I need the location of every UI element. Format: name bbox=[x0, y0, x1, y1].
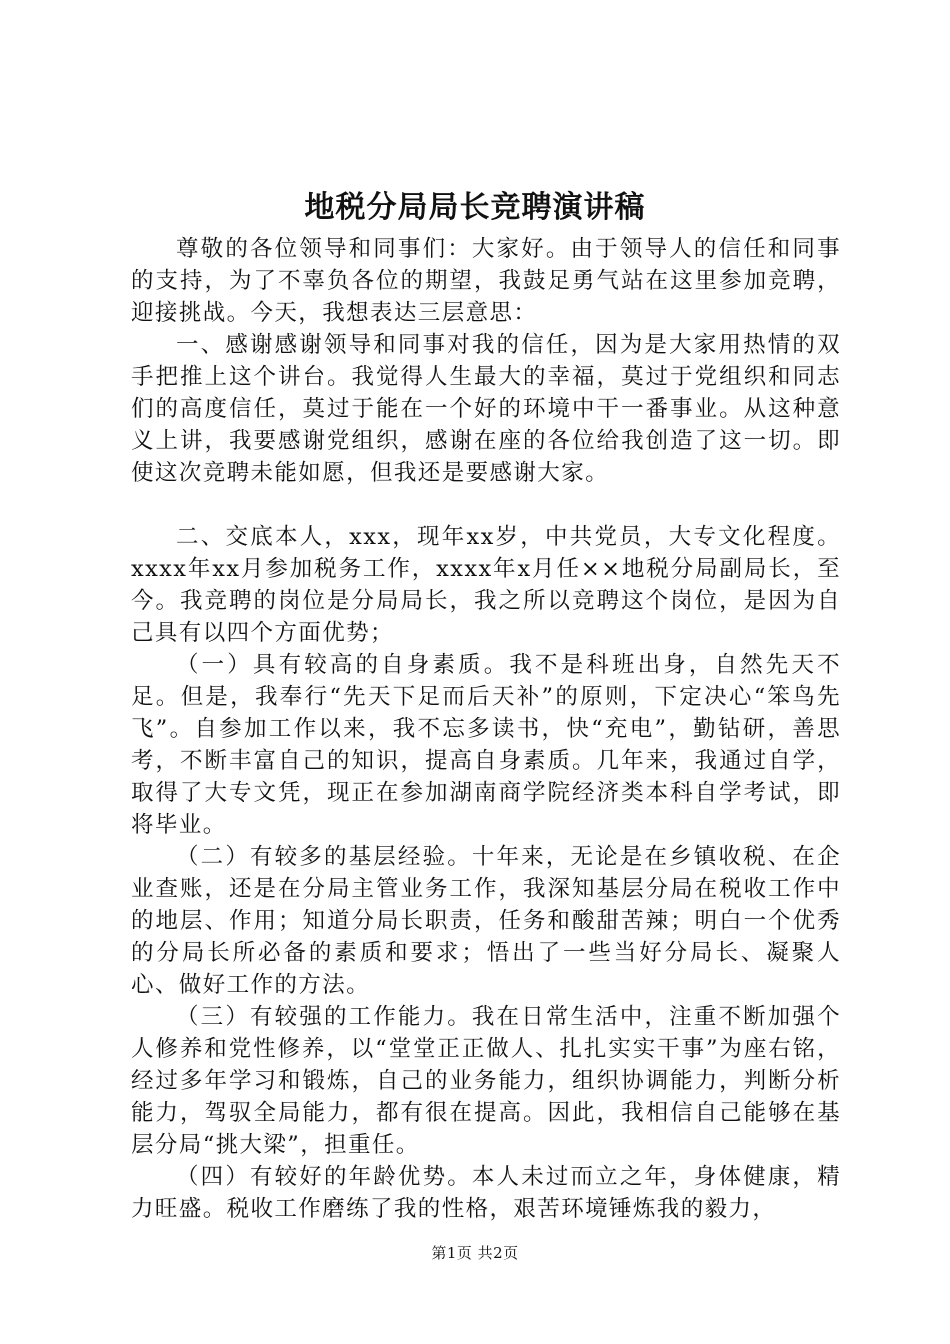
paragraph-advantage-4: （四）有较好的年龄优势。本人未过而立之年，身体健康，精力旺盛。税收工作磨练了我的性格，艰苦环境锤炼我的毅力， bbox=[131, 1164, 841, 1222]
document-title: 地税分局局长竞聘演讲稿 bbox=[304, 190, 646, 225]
paragraph-greeting: 尊敬的各位领导和同事们：大家好。由于领导人的信任和同事的支持，为了不辜负各位的期望，我鼓足勇气站在这里参加竞聘，迎接挑战。今天，我想表达三层意思： bbox=[131, 236, 841, 326]
document-body bbox=[131, 233, 841, 1225]
paragraph-advantage-3: （三）有较强的工作能力。我在日常生活中，注重不断加强个人修养和党性修养，以“堂堂正正做人、扎扎实实干事”为座右铭，经过多年学习和锻炼，自己的业务能力，组织协调能力，判断分析能力，驾驭全局能力，都有很在提高。因此，我相信自己能够在基层分局“挑大梁”，担重任。 bbox=[131, 1004, 841, 1158]
paragraph-advantage-2: （二）有较多的基层经验。十年来，无论是在乡镇收税、在企业查账，还是在分局主管业务工作，我深知基层分局在税收工作中的地层、作用；知道分局长职责，任务和酸甜苦辣；明白一个优秀的分局长所必备的素质和要求；悟出了一些当好分局长、凝聚人心、做好工作的方法。 bbox=[131, 844, 841, 998]
paragraph-advantage-1: （一）具有较高的自身素质。我不是科班出身，自然先天不足。但是，我奉行“先天下足而后天补”的原则，下定决心“笨鸟先飞”。自参加工作以来，我不忘多读书，快“充电”，勤钻研，善思考，不断丰富自己的知识，提高自身素质。几年来，我通过自学，取得了大专文凭，现正在参加湖南商学院经济类本科自学考试，即将毕业。 bbox=[131, 652, 841, 838]
page-footer: 第1页 共2页 bbox=[431, 1244, 519, 1262]
paragraph-self-introduction: 二、交底本人，xxx，现年xx岁，中共党员，大专文化程度。xxxx年xx月参加税务工作，xxxx年x月任××地税分局副局长，至今。我竞聘的岗位是分局局长，我之所以竞聘这个岗位，是因为自己具有以四个方面优势； bbox=[131, 524, 841, 646]
paragraph-thanks: 一、感谢感谢领导和同事对我的信任，因为是大家用热情的双手把推上这个讲台。我觉得人生最大的幸福，莫过于党组织和同志们的高度信任，莫过于能在一个好的环境中干一番事业。从这种意义上讲，我要感谢党组织，感谢在座的各位给我创造了这一切。即使这次竞聘未能如愿，但我还是要感谢大家。 bbox=[131, 332, 841, 486]
